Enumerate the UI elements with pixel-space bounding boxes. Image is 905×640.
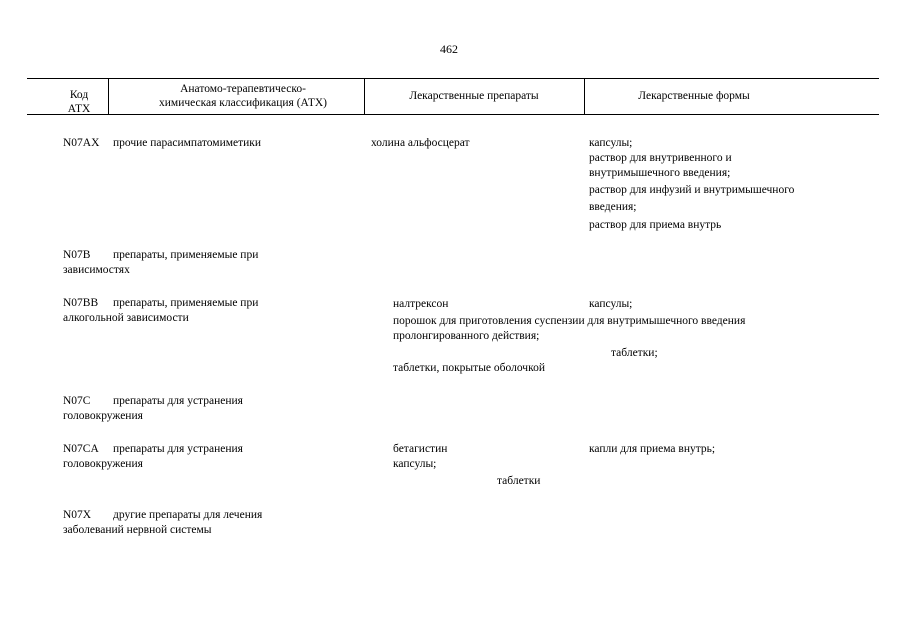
atc-class-name-cont: головокружения xyxy=(63,410,143,422)
atc-class-name-cont: заболеваний нервной системы xyxy=(63,524,212,536)
header-drugs: Лекарственные препараты xyxy=(409,90,539,102)
atc-class-name: препараты для устранения xyxy=(113,395,243,407)
atc-class-name: препараты, применяемые при xyxy=(113,249,259,261)
dosage-form: таблетки; xyxy=(611,347,658,359)
drug-name: бетагистин xyxy=(393,443,448,455)
atc-class-name-cont: зависимостях xyxy=(63,264,130,276)
page-number: 462 xyxy=(440,42,458,56)
header-divider xyxy=(108,79,109,114)
atc-class-name: препараты, применяемые при xyxy=(113,297,259,309)
header-dosage-forms: Лекарственные формы xyxy=(638,90,750,102)
dosage-form: капли для приема внутрь; xyxy=(589,443,716,455)
header-atc-classification: Анатомо-терапевтическо- химическая классификация (АТХ) xyxy=(159,83,327,109)
atc-class-name: прочие парасимпатомиметики xyxy=(113,137,262,149)
atc-code: N07X xyxy=(63,509,92,521)
header-bottom-rule xyxy=(27,114,879,115)
atc-code: N07C xyxy=(63,395,91,407)
dosage-form: внутримышечного введения; xyxy=(589,167,731,179)
atc-code: N07B xyxy=(63,249,91,261)
dosage-form: таблетки, покрытые оболочкой xyxy=(393,362,545,374)
drug-name: холина альфосцерат xyxy=(371,137,470,149)
dosage-form: раствор для приема внутрь xyxy=(589,219,722,231)
dosage-form: капсулы; xyxy=(589,137,633,149)
dosage-form: раствор для инфузий и внутримышечного xyxy=(589,184,795,196)
atc-code: N07CA xyxy=(63,443,99,455)
atc-class-name-cont: алкогольной зависимости xyxy=(63,312,189,324)
dosage-form: капсулы; xyxy=(589,298,633,310)
dosage-form: введения; xyxy=(589,201,637,213)
atc-code: N07AX xyxy=(63,137,100,149)
dosage-form: таблетки xyxy=(497,475,541,487)
dosage-form: капсулы; xyxy=(393,458,437,470)
atc-class-name: другие препараты для лечения xyxy=(113,509,263,521)
dosage-form: пролонгированного действия; xyxy=(393,330,540,342)
dosage-form: порошок для приготовления суспензии для внутримышечного введения xyxy=(393,315,746,327)
atc-class-name: препараты для устранения xyxy=(113,443,243,455)
dosage-form: раствор для внутривенного и xyxy=(589,152,732,164)
header-top-rule xyxy=(27,78,879,79)
atc-class-name-cont: головокружения xyxy=(63,458,143,470)
header-code: Код АТХ xyxy=(67,89,91,115)
atc-code: N07BB xyxy=(63,297,99,309)
drug-name: налтрексон xyxy=(393,298,449,310)
